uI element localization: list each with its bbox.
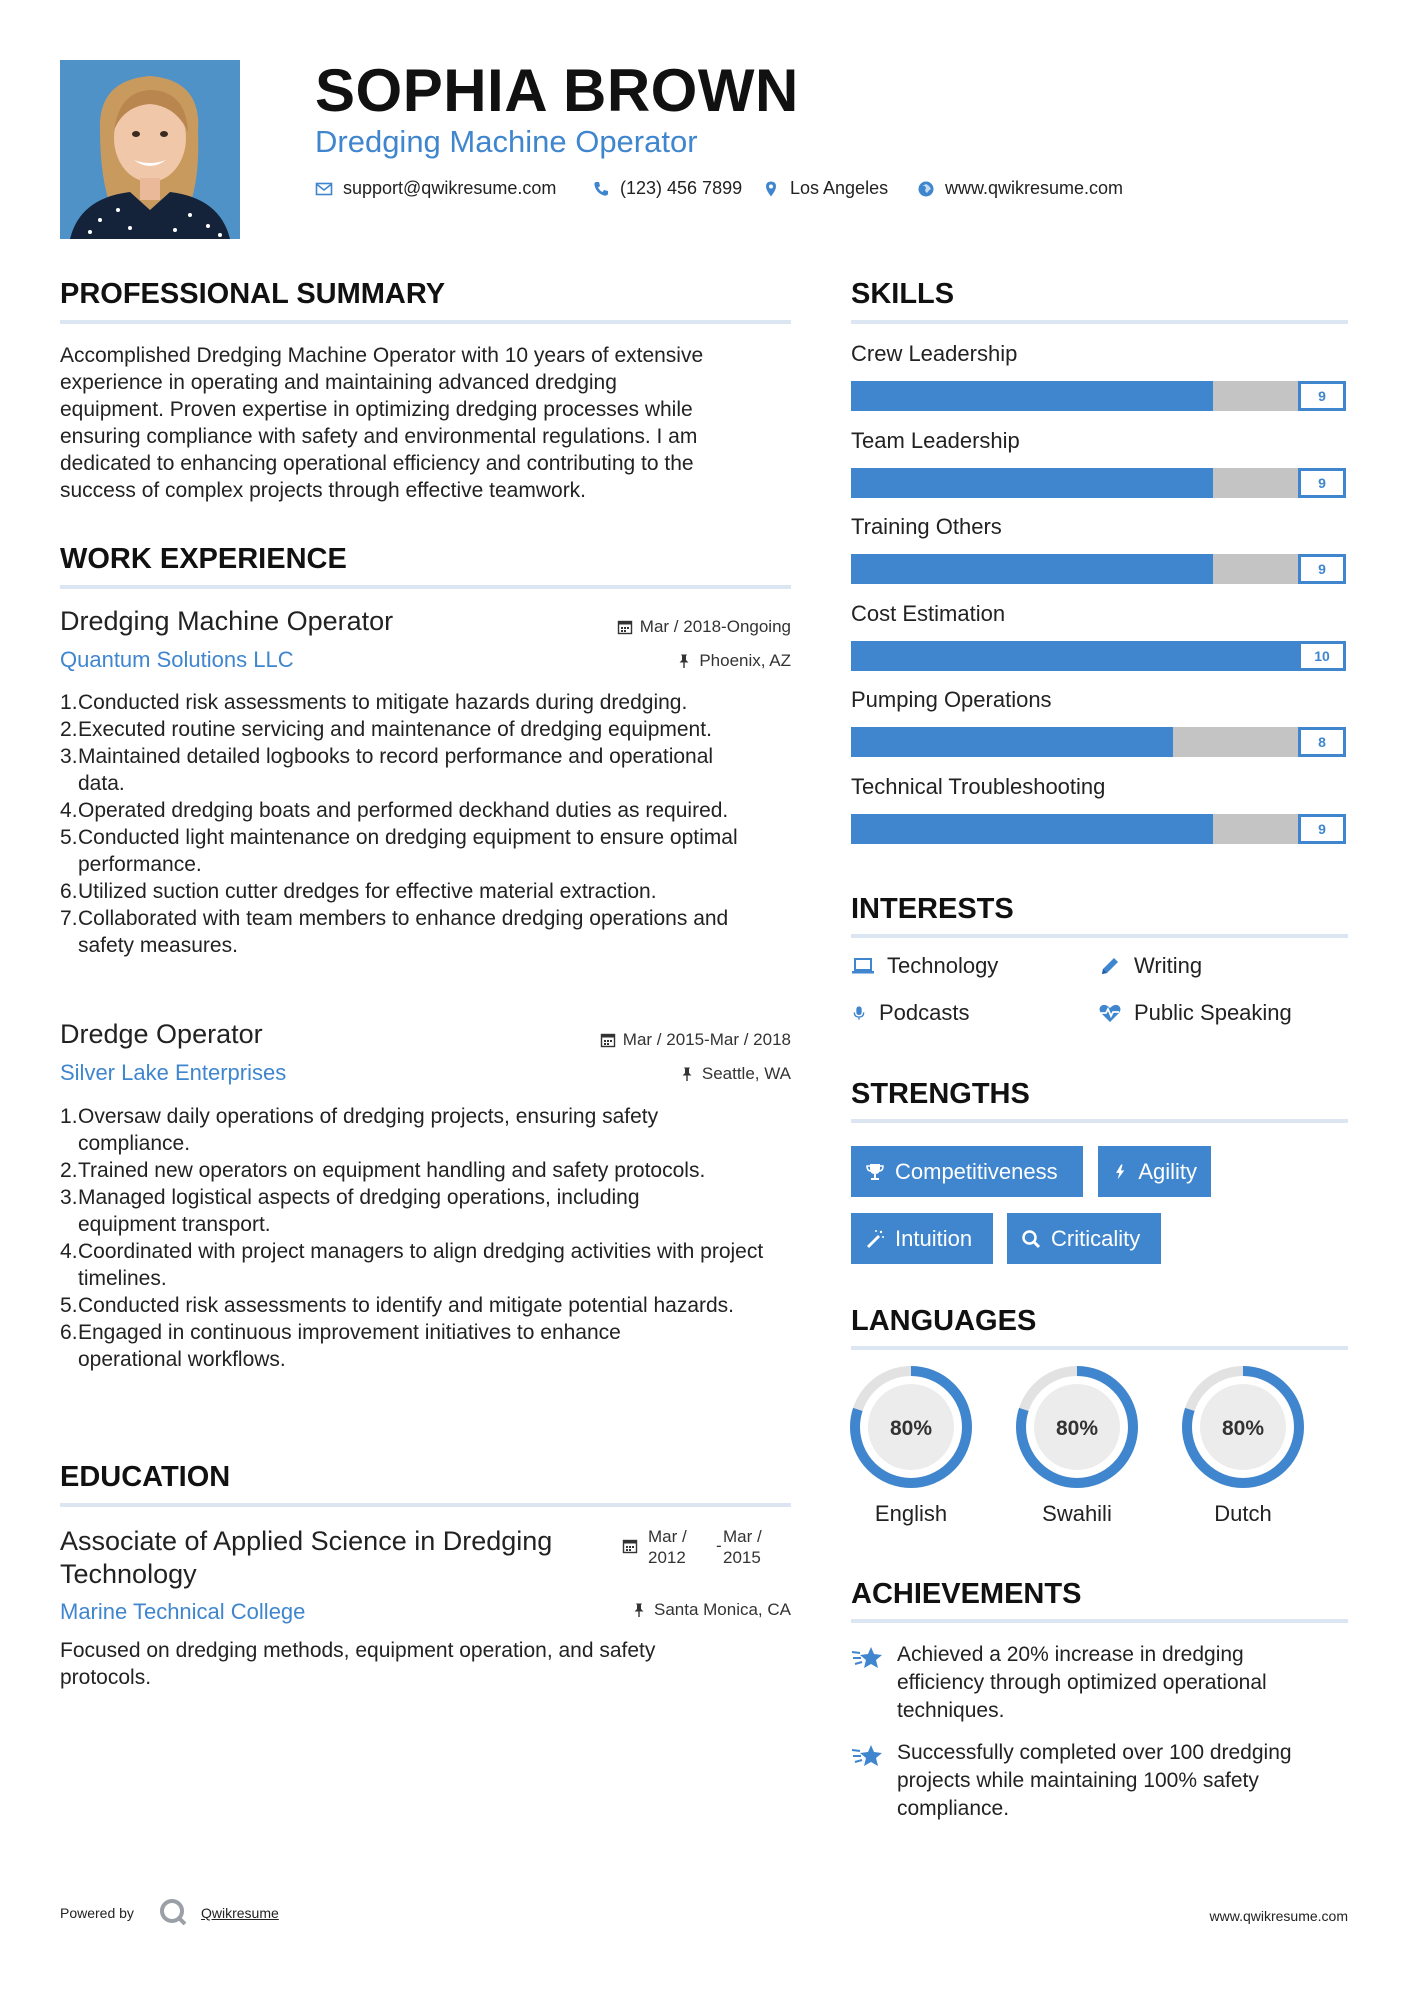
job-duty-item: Conducted light maintenance on dredging equipment to ensure optimal performance. bbox=[78, 826, 738, 876]
profile-photo bbox=[60, 60, 240, 239]
skill-value-badge: 9 bbox=[1298, 554, 1346, 584]
job-duty-item: Engaged in continuous improvement initiatives to enhance operational workflows. bbox=[78, 1321, 621, 1371]
job-date bbox=[617, 617, 791, 637]
job-location-text: Phoenix, AZ bbox=[699, 651, 791, 670]
interest-label: Public Speaking bbox=[1134, 1000, 1292, 1025]
strengths-divider bbox=[851, 1119, 1348, 1123]
degree-title bbox=[60, 1525, 552, 1591]
achievement-text bbox=[897, 1739, 1292, 1823]
trophy-icon bbox=[865, 1162, 885, 1182]
skills-heading: SKILLS bbox=[851, 278, 955, 310]
job-location-text: Seattle, WA bbox=[701, 1064, 791, 1083]
interests-divider bbox=[851, 934, 1348, 938]
language-percent: 80% bbox=[1055, 1417, 1099, 1440]
skill-bar-fill bbox=[851, 381, 1213, 411]
education-description bbox=[60, 1637, 800, 1691]
job-title: Dredging Machine Operator bbox=[60, 606, 394, 636]
skill-bar-fill bbox=[851, 468, 1213, 498]
summary-divider bbox=[60, 320, 791, 324]
footer-site-link[interactable]: www.qwikresume.com bbox=[1209, 1908, 1348, 1924]
achievements-divider bbox=[851, 1619, 1348, 1623]
envelope-icon bbox=[315, 180, 333, 198]
interest-public-speaking bbox=[1098, 1000, 1292, 1026]
skill-value-badge: 8 bbox=[1298, 727, 1346, 757]
education-end-year: 2015 bbox=[723, 1548, 761, 1567]
interest-label: Podcasts bbox=[879, 1000, 970, 1025]
skill-bar bbox=[851, 814, 1348, 844]
strength-label: Competitiveness bbox=[895, 1158, 1058, 1184]
website-text: www.qwikresume.com bbox=[945, 178, 1124, 198]
job-title: Dredge Operator bbox=[60, 1019, 263, 1049]
achievement-line: Achieved a 20% increase in dredging bbox=[897, 1643, 1244, 1666]
qwikresume-logo-icon bbox=[158, 1897, 188, 1927]
education-desc-line: Focused on dredging methods, equipment operation, and safety bbox=[60, 1639, 656, 1662]
skill-label: Team Leadership bbox=[851, 427, 1020, 453]
skill-bar-fill bbox=[851, 727, 1173, 757]
achievement-text bbox=[897, 1641, 1267, 1725]
education-start bbox=[648, 1526, 687, 1568]
candidate-title: Dredging Machine Operator bbox=[315, 124, 698, 159]
strength-criticality bbox=[1007, 1213, 1161, 1264]
skill-bar bbox=[851, 727, 1348, 757]
contact-email[interactable] bbox=[315, 178, 556, 199]
job-date-text: Mar / 2015-Mar / 2018 bbox=[622, 1030, 791, 1049]
strength-intuition bbox=[851, 1213, 993, 1264]
strength-label: Agility bbox=[1138, 1158, 1197, 1184]
education-heading: EDUCATION bbox=[60, 1461, 231, 1493]
job-duty-item: Collaborated with team members to enhance dredging operations and safety measures. bbox=[78, 907, 729, 957]
shooting-star-icon bbox=[851, 1643, 883, 1675]
strength-agility bbox=[1098, 1146, 1211, 1197]
strength-label: Intuition bbox=[895, 1225, 973, 1251]
strengths-heading: STRENGTHS bbox=[851, 1078, 1030, 1110]
education-location-text: Santa Monica, CA bbox=[653, 1600, 791, 1619]
portrait-illustration bbox=[60, 60, 240, 239]
summary-line: success of complex projects through effective teamwork. bbox=[60, 479, 587, 502]
skill-label: Crew Leadership bbox=[851, 341, 1018, 366]
skill-bar bbox=[851, 554, 1348, 584]
skill-value-badge: 9 bbox=[1298, 814, 1346, 844]
contact-phone[interactable] bbox=[592, 178, 742, 199]
job-date bbox=[600, 1030, 791, 1050]
shooting-star-icon bbox=[851, 1741, 883, 1773]
skill-value-badge: 9 bbox=[1298, 468, 1346, 498]
contact-location bbox=[762, 178, 888, 199]
footer-brand-link[interactable]: Qwikresume bbox=[201, 1905, 279, 1921]
language-donut bbox=[1014, 1364, 1140, 1490]
footer-powered-by: Powered by bbox=[60, 1905, 134, 1921]
interest-label: Technology bbox=[887, 953, 999, 978]
interest-label: Writing bbox=[1134, 953, 1203, 978]
language-label: Dutch bbox=[1214, 1501, 1272, 1526]
magic-wand-icon bbox=[865, 1229, 885, 1249]
skill-bar bbox=[851, 468, 1348, 498]
job-company: Silver Lake Enterprises bbox=[60, 1060, 287, 1085]
job-location bbox=[679, 1064, 791, 1084]
laptop-icon bbox=[851, 954, 875, 978]
experience-heading: WORK EXPERIENCE bbox=[60, 543, 347, 575]
skill-bar bbox=[851, 381, 1348, 411]
education-location bbox=[631, 1600, 791, 1620]
summary-line: ensuring compliance with safety and environmental regulations. I am bbox=[60, 425, 698, 448]
languages-divider bbox=[851, 1346, 1348, 1350]
calendar-icon bbox=[622, 1538, 638, 1554]
degree-line: Technology bbox=[60, 1559, 197, 1589]
skill-bar bbox=[851, 641, 1348, 671]
candidate-name: SOPHIA BROWN bbox=[315, 57, 799, 124]
calendar-icon bbox=[617, 619, 633, 635]
skill-value-badge: 10 bbox=[1298, 641, 1346, 671]
email-text: support@qwikresume.com bbox=[343, 178, 557, 198]
interest-technology bbox=[851, 953, 998, 979]
skill-label: Cost Estimation bbox=[851, 600, 1006, 626]
achievement-line: efficiency through optimized operational bbox=[897, 1671, 1267, 1694]
job-duty-item: Trained new operators on equipment handling and safety protocols. bbox=[78, 1159, 706, 1182]
language-label: English bbox=[874, 1501, 948, 1526]
achievement-line: compliance. bbox=[897, 1797, 1010, 1820]
interests-heading: INTERESTS bbox=[851, 893, 1014, 925]
education-divider bbox=[60, 1503, 791, 1507]
map-marker-icon bbox=[762, 180, 780, 198]
job-date-text: Mar / 2018-Ongoing bbox=[639, 617, 791, 636]
school-name: Marine Technical College bbox=[60, 1599, 306, 1624]
achievement-line: techniques. bbox=[897, 1699, 1005, 1722]
job-duty-item: Coordinated with project managers to align dredging activities with project timelines. bbox=[78, 1240, 764, 1290]
heartbeat-icon bbox=[1098, 1001, 1122, 1025]
achievements-heading: ACHIEVEMENTS bbox=[851, 1578, 1082, 1610]
achievement-item bbox=[851, 1641, 1351, 1725]
interest-writing bbox=[1098, 953, 1202, 979]
language-donut bbox=[1180, 1364, 1306, 1490]
strength-competitiveness bbox=[851, 1146, 1083, 1197]
education-end bbox=[723, 1526, 762, 1568]
summary-line: equipment. Proven expertise in optimizing dredging processes while bbox=[60, 398, 693, 421]
summary-line: Accomplished Dredging Machine Operator with 10 years of extensive bbox=[60, 344, 704, 367]
job-duty-item: Maintained detailed logbooks to record performance and operational data. bbox=[78, 745, 714, 795]
skill-bar-fill bbox=[851, 814, 1213, 844]
experience-divider bbox=[60, 585, 791, 589]
job-company: Quantum Solutions LLC bbox=[60, 647, 294, 672]
microphone-icon bbox=[851, 1001, 867, 1025]
location-text: Los Angeles bbox=[790, 178, 889, 198]
summary-line: experience in operating and maintaining advanced dredging bbox=[60, 371, 617, 394]
summary-heading: PROFESSIONAL SUMMARY bbox=[60, 278, 446, 310]
degree-line: Associate of Applied Science in Dredging bbox=[60, 1526, 553, 1556]
globe-icon bbox=[917, 180, 935, 198]
summary-text bbox=[60, 342, 800, 504]
pencil-icon bbox=[1098, 954, 1122, 978]
pin-icon bbox=[676, 653, 692, 669]
job-duty-item: Managed logistical aspects of dredging operations, including equipment transport. bbox=[78, 1186, 640, 1236]
achievement-line: projects while maintaining 100% safety bbox=[897, 1769, 1259, 1792]
phone-text: (123) 456 7899 bbox=[620, 178, 743, 198]
job-duty-item: Conducted risk assessments to mitigate hazards during dredging. bbox=[78, 691, 688, 714]
job-duty-item: Oversaw daily operations of dredging projects, ensuring safety compliance. bbox=[78, 1105, 659, 1155]
interest-podcasts bbox=[851, 1000, 970, 1026]
bolt-icon bbox=[1112, 1162, 1128, 1182]
education-date-dash: - bbox=[716, 1536, 722, 1555]
languages-heading: LANGUAGES bbox=[851, 1305, 1037, 1337]
summary-line: dedicated to enhancing operational efficiency and contributing to the bbox=[60, 452, 694, 475]
contact-website[interactable] bbox=[917, 178, 1123, 199]
achievement-item bbox=[851, 1739, 1351, 1823]
strength-label: Criticality bbox=[1051, 1225, 1141, 1251]
skill-label: Technical Troubleshooting bbox=[851, 773, 1106, 799]
education-start-year: 2012 bbox=[648, 1548, 686, 1567]
language-percent: 80% bbox=[1221, 1417, 1265, 1440]
achievement-line: Successfully completed over 100 dredging bbox=[897, 1741, 1292, 1764]
education-start-label: Mar / bbox=[648, 1527, 687, 1546]
job-location bbox=[676, 651, 791, 671]
skill-bar-fill bbox=[851, 554, 1213, 584]
pin-icon bbox=[679, 1066, 695, 1082]
job-duty-item: Conducted risk assessments to identify and mitigate potential hazards. bbox=[78, 1294, 735, 1317]
education-end-label: Mar / bbox=[723, 1527, 762, 1546]
pin-icon bbox=[631, 1602, 647, 1618]
education-desc-line: protocols. bbox=[60, 1666, 152, 1689]
job-duty-item: Utilized suction cutter dredges for effective material extraction. bbox=[78, 880, 657, 903]
skills-divider bbox=[851, 320, 1348, 324]
job-duties-list bbox=[60, 1103, 818, 1373]
education-date bbox=[622, 1526, 792, 1572]
phone-icon bbox=[592, 180, 610, 198]
skill-value-badge: 9 bbox=[1298, 381, 1346, 411]
job-duty-item: Executed routine servicing and maintenance of dredging equipment. bbox=[78, 718, 712, 741]
job-duties-list bbox=[60, 689, 818, 959]
language-percent: 80% bbox=[889, 1417, 933, 1440]
skill-label: Pumping Operations bbox=[851, 687, 1052, 712]
skill-label: Training Others bbox=[851, 514, 1002, 539]
job-duty-item: Operated dredging boats and performed deckhand duties as required. bbox=[78, 799, 729, 822]
calendar-icon bbox=[600, 1032, 616, 1048]
language-label: Swahili bbox=[1042, 1501, 1112, 1526]
skill-bar-fill bbox=[851, 641, 1298, 671]
search-icon bbox=[1021, 1229, 1041, 1249]
language-donut bbox=[848, 1364, 974, 1490]
